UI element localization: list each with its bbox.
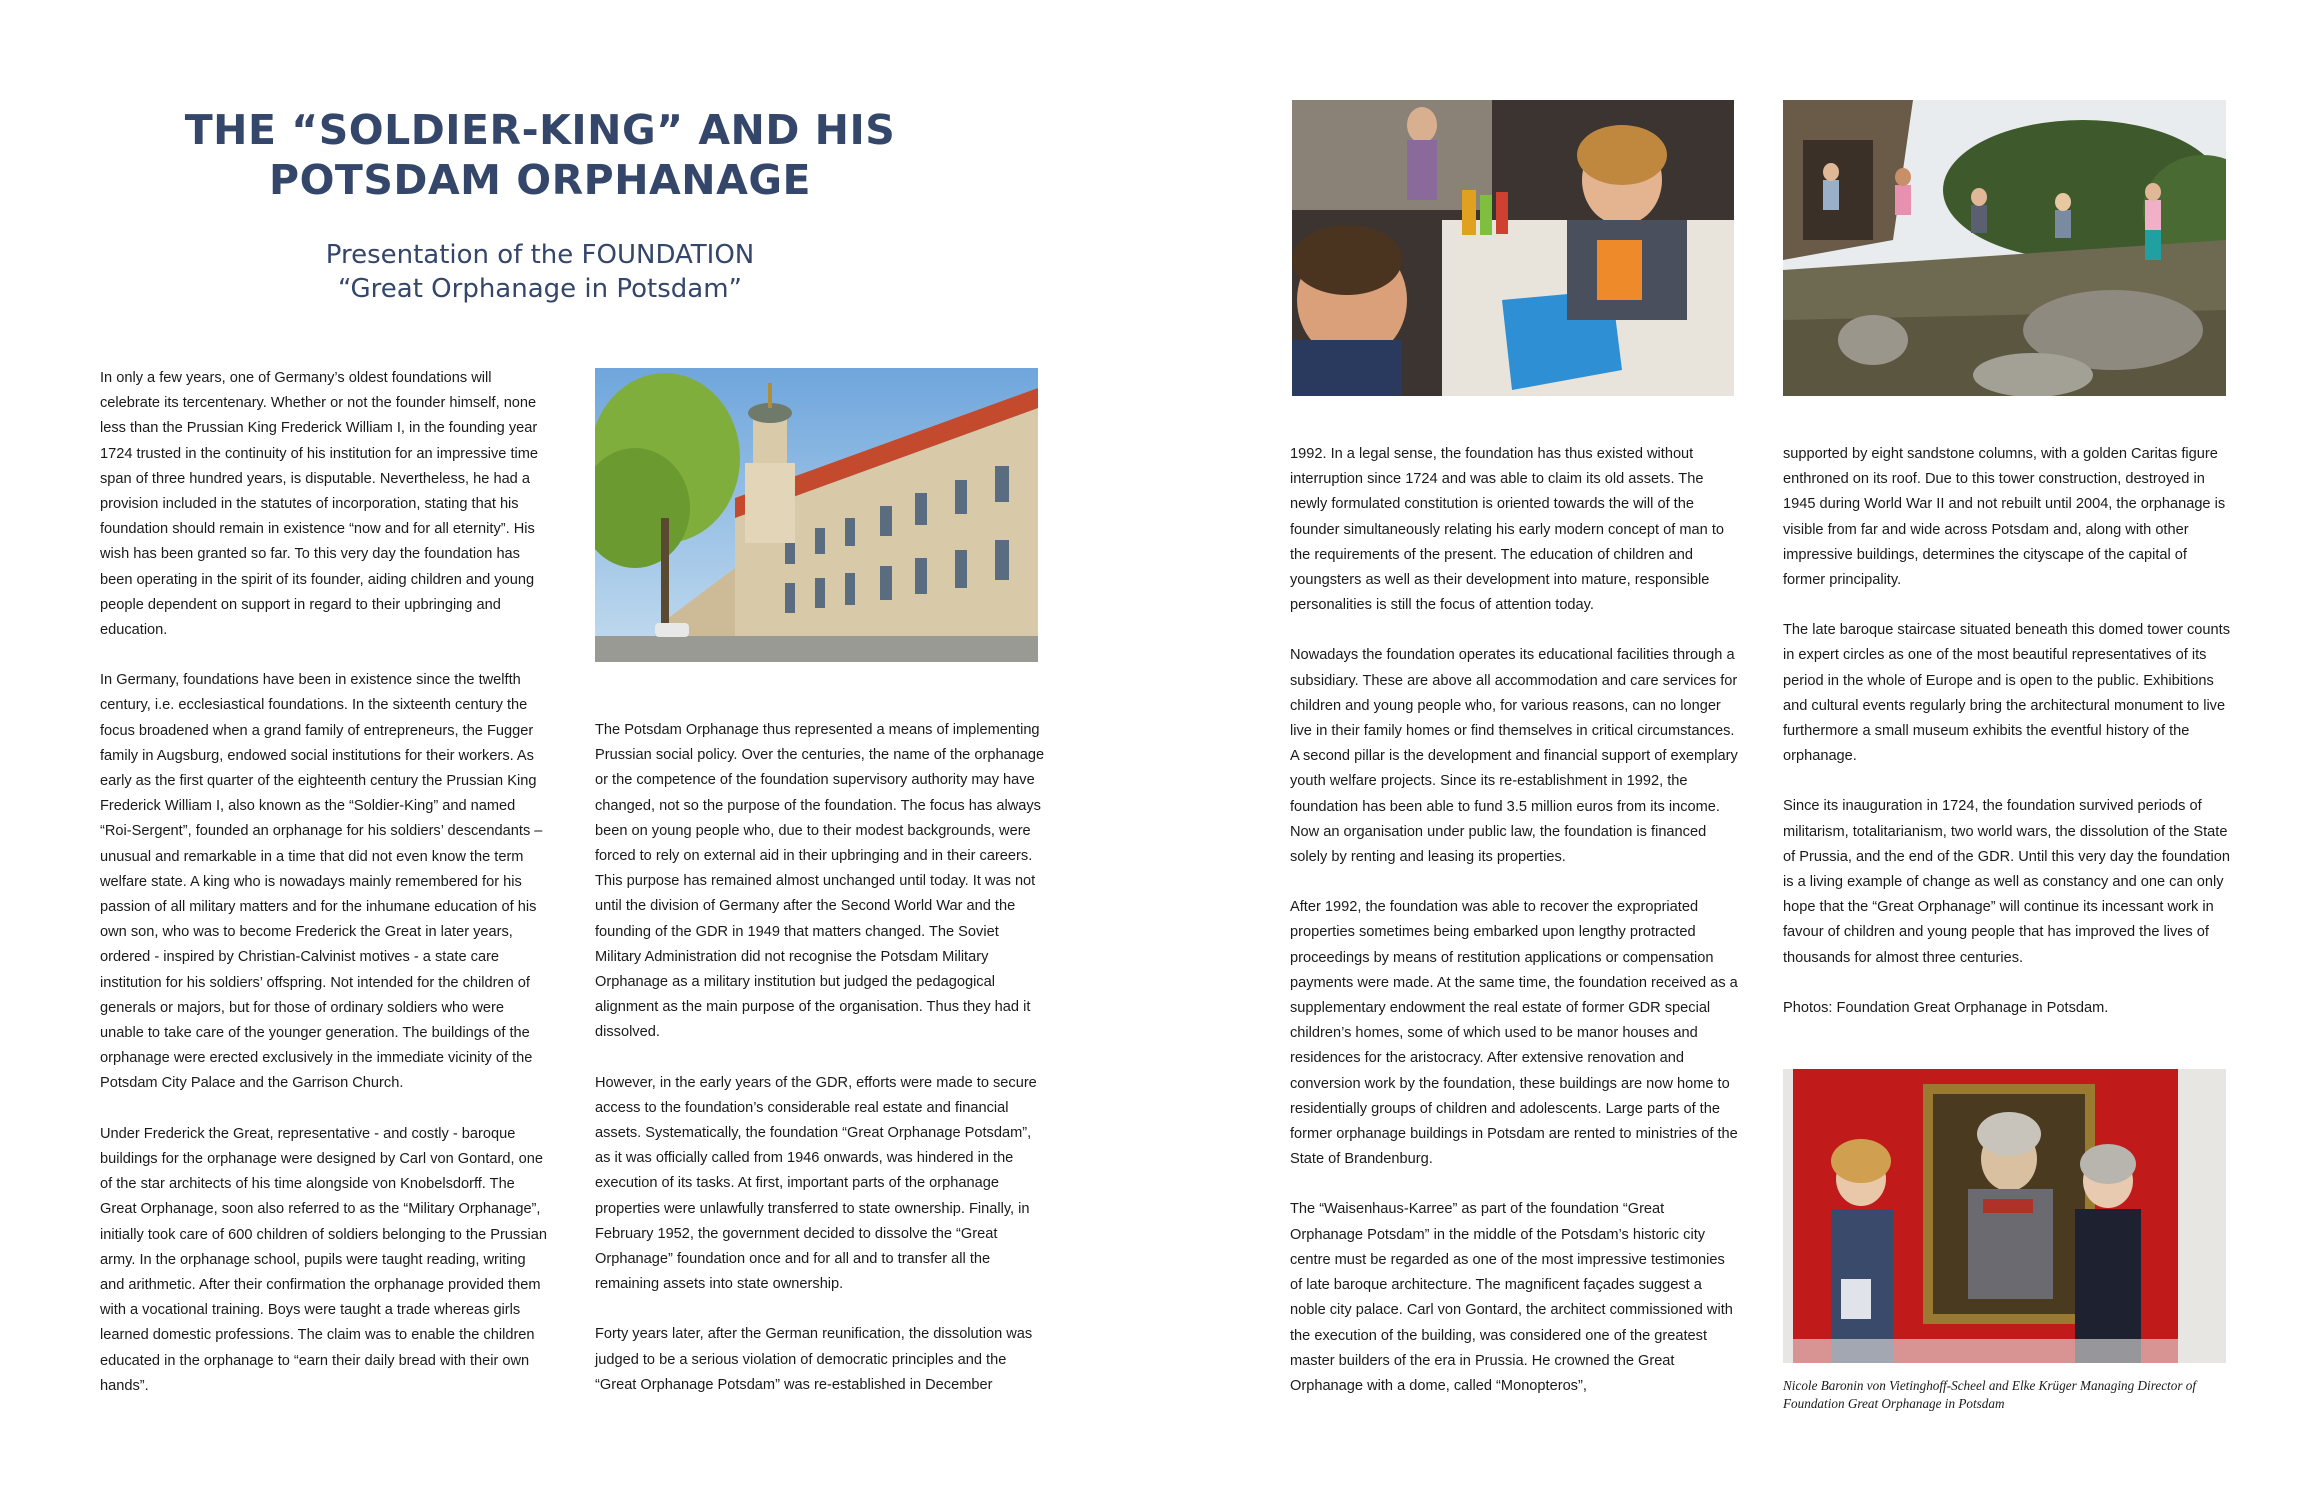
caption-line-2: Foundation Great Orphanage in Potsdam — [1783, 1396, 2005, 1411]
orphanage-building-photo — [595, 368, 1038, 662]
text-column-3 — [1290, 442, 1740, 1424]
text-column-2 — [595, 718, 1045, 1423]
paragraph: In only a few years, one of Germany’s oldest foundations will celebrate its tercentenary. Whether or not the founder himself, none less than the Prussian King Frederick William I, in the founding year 1724 trusted in the continuity of his institution for an impressive time span of three hundred years, is disputable. Nevertheless, he had a provision included in the statutes of incorporation, stating that his foundation should remain in existence “now and for all eternity”. His wish has been granted so far. To this very day the foundation has been operating in the spirit of its founder, aiding children and young people dependent on support in regard to their upbringing and education. — [100, 370, 539, 639]
subtitle-line-2: “Great Orphanage in Potsdam” — [337, 274, 743, 304]
paragraph: Forty years later, after the German reunification, the dissolution was judged to be a serious violation of democratic principles and the “Great Orphanage Potsdam” was re-established in December — [595, 1326, 1033, 1393]
paragraph: After 1992, the foundation was able to recover the expropriated properties sometimes being embarked upon lengthy protracted proceedings by means of restitution applications or compensation payments were made. At the same time, the foundation received as a supplementary endowment the real estate of former GDR special children’s homes, some of which used to be manor houses and residences for the aristocracy. After extensive renovation and conversion work by the foundation, these buildings are now home to residentially groups of children and adolescents. Large parts of the former orphanage buildings in Potsdam are rented to ministries of the State of Brandenburg. — [1290, 899, 1738, 1168]
paragraph: Since its inauguration in 1724, the foundation survived periods of militarism, totalitarianism, two world wars, the dissolution of the State of Prussia, and the end of the GDR. Until this very day the foundation is a living example of change as well as constancy and one can only hope that the “Great Orphanage” will continue its incessant work in favour of children and young people that has improved the lives of thousands for almost three centuries. — [1783, 798, 2230, 966]
paragraph: Under Frederick the Great, representative - and costly - baroque buildings for the orphanage were designed by Carl von Gontard, one of the star architects of his time alongside von Knobelsdorff. The Great Orphanage, soon also referred to as the “Military Orphanage”, initially took care of 600 children of soldiers belonging to the Prussian army. In the orphanage school, pupils were taught reading, writing and arithmetic. After their confirmation the orphanage provided them with a vocational training. Boys were taught a trade whereas girls learned domestic professions. The claim was to enable the children educated in the orphanage to “earn their daily bread with their own hands”. — [100, 1125, 547, 1394]
text-column-4 — [1783, 442, 2233, 1046]
paragraph: Nowadays the foundation operates its educational facilities through a subsidiary. These are above all accommodation and care services for children and young people who, for various reasons, can no longer live in their family homes or find themselves in critical circumstances. A second pillar is the development and financial support of exemplary youth welfare projects. Since its re-establishment in 1992, the foundation has been able to fund 3.5 million euros from its income. Now an organisation under public law, the foundation is financed solely by renting and leasing its properties. — [1290, 647, 1738, 866]
paragraph: supported by eight sandstone columns, with a golden Caritas figure enthroned on its roof. Due to this tower construction, destroyed in 1945 during World War II and not rebuilt until 2004, the orphanage is visible from far and wide across Potsdam and, along with other impressive buildings, determines the cityscape of the capital of former principality. — [1783, 446, 2226, 589]
directors-portrait-photo — [1783, 1069, 2226, 1363]
title-line-1: THE “SOLDIER-KING” AND HIS — [184, 106, 896, 154]
paragraph: The “Waisenhaus-Karree” as part of the foundation “Great Orphanage Potsdam” in the middle of the Potsdam’s historic city centre must be regarded as one of the most impressive testimonies of late baroque architecture. The magnificent façades suggest a noble city palace. Carl von Gontard, the architect commissioned with the execution of the building, was considered one of the greatest master builders of the era in Prussia. He crowned the Great Orphanage with a dome, called “Monopteros”, — [1290, 1201, 1733, 1394]
photo-credit: Photos: Foundation Great Orphanage in Potsdam. — [1783, 999, 2109, 1016]
article-subtitle — [180, 238, 900, 306]
paragraph: In Germany, foundations have been in existence since the twelfth century, i.e. ecclesiastical foundations. In the sixteenth century the focus broadened when a grand family of entrepreneurs, the Fugger family in Augsburg, endowed social institutions for their workers. As early as the first quarter of the eighteenth century the Prussian King Frederick William I, also known as the “Soldier-King” and named “Roi-Sergent”, founded an orphanage for his soldiers’ descendants – unusual and remarkable in a time that did not even know the term welfare state. A king who is nowadays mainly remembered for his passion of all military matters and for the inhumane education of his own son, who was to become Frederick the Great in later years, ordered - inspired by Christian-Calvinist motives - a state care institution for his soldiers’ offspring. Not intended for the children of generals or majors, but for those of ordinary soldiers who were unable to take care of the younger generation. The buildings of the orphanage were erected exclusively in the immediate vicinity of the Potsdam City Palace and the Garrison Church. — [100, 672, 543, 1092]
subtitle-line-1: Presentation of the FOUNDATION — [325, 240, 755, 270]
caption-line-1: Nicole Baronin von Vietinghoff-Scheel and Elke Krüger Managing Director of — [1783, 1378, 2197, 1393]
paragraph: However, in the early years of the GDR, efforts were made to secure access to the foundation’s considerable real estate and financial assets. Systematically, the foundation “Great Orphanage Potsdam”, as it was officially called from 1946 onwards, was hindered in the execution of its tasks. At first, important parts of the orphanage properties were unlawfully transferred to state ownership. Finally, in February 1952, the government decided to dissolve the “Great Orphanage” foundation once and for all and to transfer all the remaining assets into state ownership. — [595, 1074, 1037, 1293]
photo-caption — [1783, 1377, 2226, 1413]
title-line-2: POTSDAM ORPHANAGE — [269, 156, 811, 204]
children-playground-photo — [1783, 100, 2226, 396]
paragraph: 1992. In a legal sense, the foundation has thus existed without interruption since 1724 and was able to claim its old assets. The newly formulated constitution is oriented towards the will of the founder simultaneously relating his early modern concept of man to the requirements of the present. The education of children and youngsters as well as their development into mature, responsible personalities is still the focus of attention today. — [1290, 446, 1724, 614]
text-column-1 — [100, 366, 550, 1424]
paragraph: The late baroque staircase situated beneath this domed tower counts in expert circles as one of the most beautiful representatives of its period in the whole of Europe and is open to the public. Exhibitions and cultural events regularly bring the architectural monument to live furthermore a small museum exhibits the eventful history of the orphanage. — [1783, 622, 2231, 765]
children-painting-photo — [1292, 100, 1734, 396]
paragraph: The Potsdam Orphanage thus represented a means of implementing Prussian social policy. Over the centuries, the name of the orphanage or the competence of the foundation supervisory authority may have changed, not so the purpose of the foundation. The focus has always been on young people who, due to their modest backgrounds, were forced to rely on external aid in their upbringing and in their careers. This purpose has remained almost unchanged until today. It was not until the division of Germany after the Second World War and the founding of the GDR in 1949 that matters changed. The Soviet Military Administration did not recognise the Potsdam Military Orphanage as a military institution but judged the pedagogical alignment as the main purpose of the organisation. Thus they had it dissolved. — [595, 722, 1045, 1041]
article-title — [180, 105, 900, 205]
